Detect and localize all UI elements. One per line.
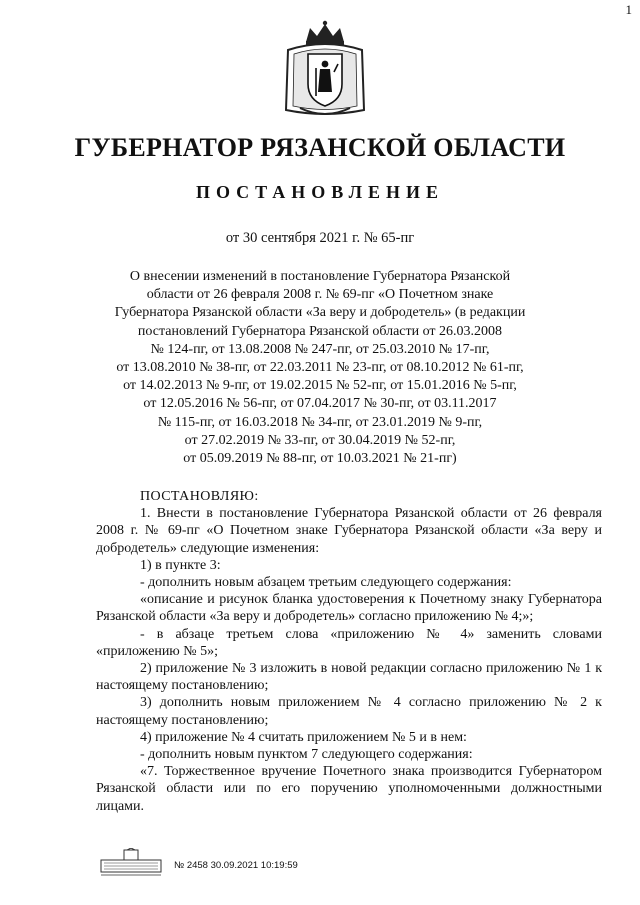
coat-of-arms-emblem: [284, 20, 366, 118]
document-type: ПОСТАНОВЛЕНИЕ: [195, 182, 445, 202]
subject-line: от 14.02.2013 № 9-пг, от 19.02.2015 № 52-пг, от 15.01.2016 № 5-пг,: [123, 378, 517, 394]
body-paragraph: 1) в пункте 3:: [140, 557, 221, 573]
document-body: [96, 488, 602, 815]
registry-stamp-icon: [100, 848, 162, 878]
subject-line: области от 26 февраля 2008 г. № 69-пг «О Почетном знаке: [146, 287, 494, 303]
subject-line: от 27.02.2019 № 33-пг, от 30.04.2019 № 52-пг,: [184, 432, 456, 448]
body-paragraph: 1. Внести в постановление Губернатора Рязанской области от 26 февраля 2008 г. № 69-пг «О Почетном знаке Губернатора Рязанской области «За веру и добродетель» следующие изменения:: [96, 506, 602, 556]
page-number: 1: [625, 2, 632, 17]
subject-line: от 13.08.2010 № 38-пг, от 22.03.2011 № 23-пг, от 08.10.2012 № 61-пг,: [116, 360, 524, 376]
document-footer: [100, 848, 520, 878]
body-paragraph: 3) дополнить новым приложением № 4 согласно приложению № 2 к настоящему постановлению;: [96, 695, 602, 728]
subject-line: от 05.09.2019 № 88-пг, от 10.03.2021 № 21-пг): [183, 451, 457, 467]
date-and-number: от 30 сентября 2021 г. № 65-пг: [225, 230, 415, 246]
body-paragraph: - дополнить новым пунктом 7 следующего содержания:: [140, 747, 473, 763]
subject-line: Губернатора Рязанской области «За веру и добродетель» (в редакции: [114, 305, 526, 321]
subject-line: О внесении изменений в постановление Губернатора Рязанской: [129, 269, 511, 284]
body-paragraph: 4) приложение № 4 считать приложением № 5 и в нем:: [140, 729, 467, 745]
subject-line: № 115-пг, от 16.03.2018 № 34-пг, от 23.01.2019 № 9-пг,: [157, 414, 483, 430]
registration-stamp: № 2458 30.09.2021 10:19:59: [174, 860, 298, 871]
subject-line: № 124-пг, от 13.08.2008 № 247-пг, от 25.03.2010 № 17-пг,: [150, 341, 490, 357]
body-paragraph: - в абзаце третьем слова «приложению № 4» заменить словами «приложению № 5»;: [96, 626, 602, 659]
subject-line: от 12.05.2016 № 56-пг, от 07.04.2017 № 30-пг, от 03.11.2017: [143, 396, 497, 412]
body-paragraph: 2) приложение № 3 изложить в новой редакции согласно приложению № 1 к настоящему постановлению;: [96, 661, 602, 694]
subject-line: постановлений Губернатора Рязанской области от 26.03.2008: [137, 323, 503, 339]
organization-title: ГУБЕРНАТОР РЯЗАНСКОЙ ОБЛАСТИ: [74, 133, 566, 162]
body-paragraph: «7. Торжественное вручение Почетного знака производится Губернатором Рязанской области или по его поручению уполномоченными должностными лицами.: [96, 764, 602, 814]
body-paragraph: - дополнить новым абзацем третьим следующего содержания:: [140, 575, 512, 591]
decree-heading: ПОСТАНОВЛЯЮ:: [140, 489, 259, 504]
document-subject: [80, 268, 560, 468]
body-paragraph: «описание и рисунок бланка удостоверения к Почетному знаку Губернатора Рязанской области «За веру и добродетель» согласно приложению № 4;»;: [96, 592, 602, 625]
